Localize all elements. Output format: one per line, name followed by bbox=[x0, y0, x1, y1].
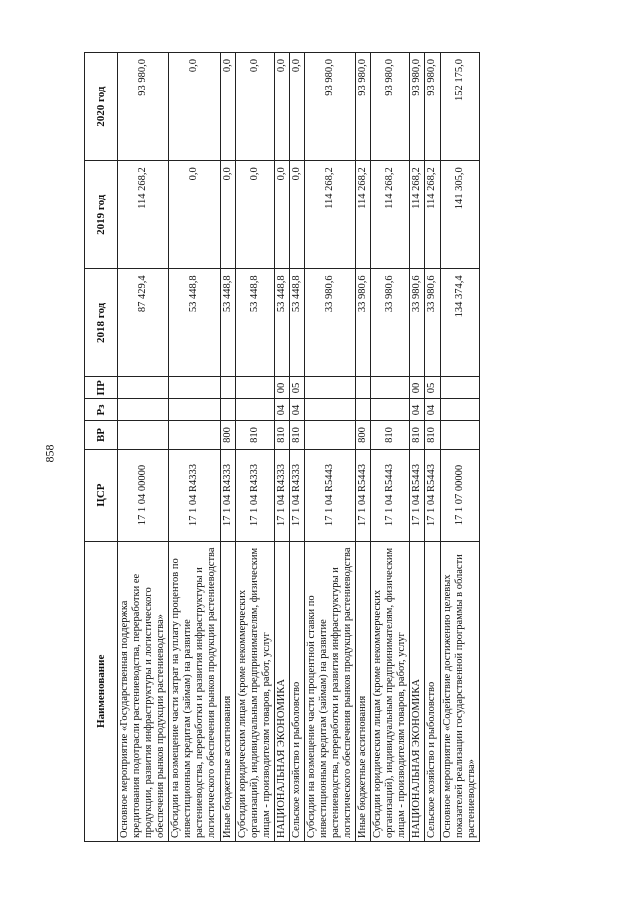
cell-2019: 114 268,2 bbox=[118, 161, 169, 269]
cell-2019: 0,0 bbox=[220, 161, 235, 269]
cell-rz bbox=[371, 399, 410, 421]
table-row bbox=[169, 53, 220, 842]
cell-2018: 33 980,6 bbox=[425, 269, 440, 377]
rotated-table-area bbox=[84, 52, 524, 842]
cell-vr bbox=[118, 421, 169, 449]
cell-name: Субсидии на возмещение части процентной ставки по инвестиционным кредитам (займам) на развитие растениеводства, переработки и развития инфраструктуры и логистического обеспечения рынков продукции растениеводства bbox=[304, 541, 355, 841]
cell-pr bbox=[356, 377, 371, 399]
table-body bbox=[118, 53, 480, 842]
cell-2020: 93 980,0 bbox=[371, 53, 410, 161]
cell-csr: 17 1 04 00000 bbox=[118, 449, 169, 541]
cell-vr: 810 bbox=[289, 421, 304, 449]
cell-name: Иные бюджетные ассигнования bbox=[356, 541, 371, 841]
table-row bbox=[235, 53, 274, 842]
cell-csr: 17 1 04 R5443 bbox=[356, 449, 371, 541]
cell-2020: 0,0 bbox=[235, 53, 274, 161]
cell-csr: 17 1 07 00000 bbox=[440, 449, 479, 541]
cell-pr bbox=[169, 377, 220, 399]
cell-2019: 114 268,2 bbox=[356, 161, 371, 269]
cell-2020: 93 980,0 bbox=[304, 53, 355, 161]
table-row bbox=[274, 53, 289, 842]
cell-name: Сельское хозяйство и рыболовство bbox=[425, 541, 440, 841]
table-row bbox=[371, 53, 410, 842]
cell-name: НАЦИОНАЛЬНАЯ ЭКОНОМИКА bbox=[410, 541, 425, 841]
cell-rz bbox=[304, 399, 355, 421]
cell-pr bbox=[304, 377, 355, 399]
cell-2018: 134 374,4 bbox=[440, 269, 479, 377]
cell-2020: 93 980,0 bbox=[410, 53, 425, 161]
cell-name: Сельское хозяйство и рыболовство bbox=[289, 541, 304, 841]
cell-2020: 93 980,0 bbox=[118, 53, 169, 161]
cell-2018: 33 980,6 bbox=[371, 269, 410, 377]
cell-rz bbox=[440, 399, 479, 421]
cell-csr: 17 1 04 R5443 bbox=[425, 449, 440, 541]
cell-pr bbox=[440, 377, 479, 399]
header-csr: ЦСР bbox=[85, 449, 118, 541]
header-row bbox=[85, 53, 118, 842]
cell-2020: 152 175,0 bbox=[440, 53, 479, 161]
cell-vr: 810 bbox=[371, 421, 410, 449]
cell-2018: 33 980,6 bbox=[410, 269, 425, 377]
cell-2020: 0,0 bbox=[169, 53, 220, 161]
cell-2020: 0,0 bbox=[289, 53, 304, 161]
cell-pr bbox=[220, 377, 235, 399]
cell-2019: 0,0 bbox=[169, 161, 220, 269]
cell-2018: 53 448,8 bbox=[169, 269, 220, 377]
cell-2018: 53 448,8 bbox=[235, 269, 274, 377]
table-row bbox=[410, 53, 425, 842]
table-row bbox=[440, 53, 479, 842]
cell-rz: 04 bbox=[289, 399, 304, 421]
cell-2019: 114 268,2 bbox=[371, 161, 410, 269]
cell-name: НАЦИОНАЛЬНАЯ ЭКОНОМИКА bbox=[274, 541, 289, 841]
cell-name: Субсидии на возмещение части затрат на уплату процентов по инвестиционным кредитам (займам) на развитие растениеводства, переработки и развития инфраструктуры и логистического обеспечения рынков продукции растениеводства bbox=[169, 541, 220, 841]
header-2019: 2019 год bbox=[85, 161, 118, 269]
page-number: 858 bbox=[42, 444, 57, 463]
cell-rz bbox=[118, 399, 169, 421]
cell-csr: 17 1 04 R4333 bbox=[274, 449, 289, 541]
cell-vr bbox=[440, 421, 479, 449]
cell-2020: 0,0 bbox=[220, 53, 235, 161]
budget-table bbox=[84, 52, 480, 842]
cell-2018: 87 429,4 bbox=[118, 269, 169, 377]
cell-pr bbox=[235, 377, 274, 399]
cell-2018: 33 980,6 bbox=[356, 269, 371, 377]
cell-csr: 17 1 04 R4333 bbox=[220, 449, 235, 541]
cell-rz: 04 bbox=[274, 399, 289, 421]
cell-pr: 00 bbox=[274, 377, 289, 399]
cell-pr bbox=[371, 377, 410, 399]
cell-name: Субсидии юридическим лицам (кроме некоммерческих организаций), индивидуальным предпринимателям, физическим лицам - производителям товаров, работ, услуг bbox=[371, 541, 410, 841]
header-2020: 2020 год bbox=[85, 53, 118, 161]
cell-2019: 114 268,2 bbox=[425, 161, 440, 269]
cell-name: Основное мероприятие «Государственная поддержка кредитования подотрасли растениеводства, переработки ее продукции, развития инфраструктуры и логистического обеспечения рынков продукции растениеводства» bbox=[118, 541, 169, 841]
cell-2019: 0,0 bbox=[235, 161, 274, 269]
cell-rz bbox=[356, 399, 371, 421]
header-vr: ВР bbox=[85, 421, 118, 449]
header-2018: 2018 год bbox=[85, 269, 118, 377]
table-row bbox=[289, 53, 304, 842]
cell-2019: 114 268,2 bbox=[304, 161, 355, 269]
cell-csr: 17 1 04 R5443 bbox=[371, 449, 410, 541]
cell-rz: 04 bbox=[425, 399, 440, 421]
cell-pr bbox=[118, 377, 169, 399]
cell-name: Субсидии юридическим лицам (кроме некоммерческих организаций), индивидуальным предпринимателям, физическим лицам - производителям товаров, работ, услуг bbox=[235, 541, 274, 841]
cell-2020: 93 980,0 bbox=[425, 53, 440, 161]
cell-vr: 810 bbox=[425, 421, 440, 449]
cell-csr: 17 1 04 R5443 bbox=[410, 449, 425, 541]
cell-pr: 00 bbox=[410, 377, 425, 399]
header-pr: ПР bbox=[85, 377, 118, 399]
cell-vr: 810 bbox=[274, 421, 289, 449]
cell-2018: 33 980,6 bbox=[304, 269, 355, 377]
rotated-table-container bbox=[84, 52, 524, 842]
cell-rz bbox=[235, 399, 274, 421]
table-header bbox=[85, 53, 118, 842]
table-row bbox=[356, 53, 371, 842]
header-rz: Рз bbox=[85, 399, 118, 421]
cell-rz: 04 bbox=[410, 399, 425, 421]
cell-vr bbox=[169, 421, 220, 449]
table-row bbox=[425, 53, 440, 842]
cell-vr: 800 bbox=[356, 421, 371, 449]
cell-name: Иные бюджетные ассигнования bbox=[220, 541, 235, 841]
header-name: Наименование bbox=[85, 541, 118, 841]
cell-name: Основное мероприятие «Содействие достижению целевых показателей реализации государственной программы в области растениеводства» bbox=[440, 541, 479, 841]
cell-csr: 17 1 04 R4333 bbox=[169, 449, 220, 541]
cell-csr: 17 1 04 R4333 bbox=[289, 449, 304, 541]
cell-2018: 53 448,8 bbox=[220, 269, 235, 377]
cell-2018: 53 448,8 bbox=[289, 269, 304, 377]
cell-2018: 53 448,8 bbox=[274, 269, 289, 377]
table-row bbox=[304, 53, 355, 842]
cell-2019: 0,0 bbox=[274, 161, 289, 269]
cell-vr: 810 bbox=[235, 421, 274, 449]
cell-2020: 0,0 bbox=[274, 53, 289, 161]
cell-2020: 93 980,0 bbox=[356, 53, 371, 161]
cell-csr: 17 1 04 R4333 bbox=[235, 449, 274, 541]
cell-2019: 0,0 bbox=[289, 161, 304, 269]
cell-vr: 800 bbox=[220, 421, 235, 449]
cell-vr bbox=[304, 421, 355, 449]
cell-rz bbox=[220, 399, 235, 421]
cell-2019: 141 305,0 bbox=[440, 161, 479, 269]
cell-pr: 05 bbox=[425, 377, 440, 399]
cell-2019: 114 268,2 bbox=[410, 161, 425, 269]
cell-vr: 810 bbox=[410, 421, 425, 449]
table-row bbox=[118, 53, 169, 842]
cell-rz bbox=[169, 399, 220, 421]
cell-csr: 17 1 04 R5443 bbox=[304, 449, 355, 541]
cell-pr: 05 bbox=[289, 377, 304, 399]
table-row bbox=[220, 53, 235, 842]
